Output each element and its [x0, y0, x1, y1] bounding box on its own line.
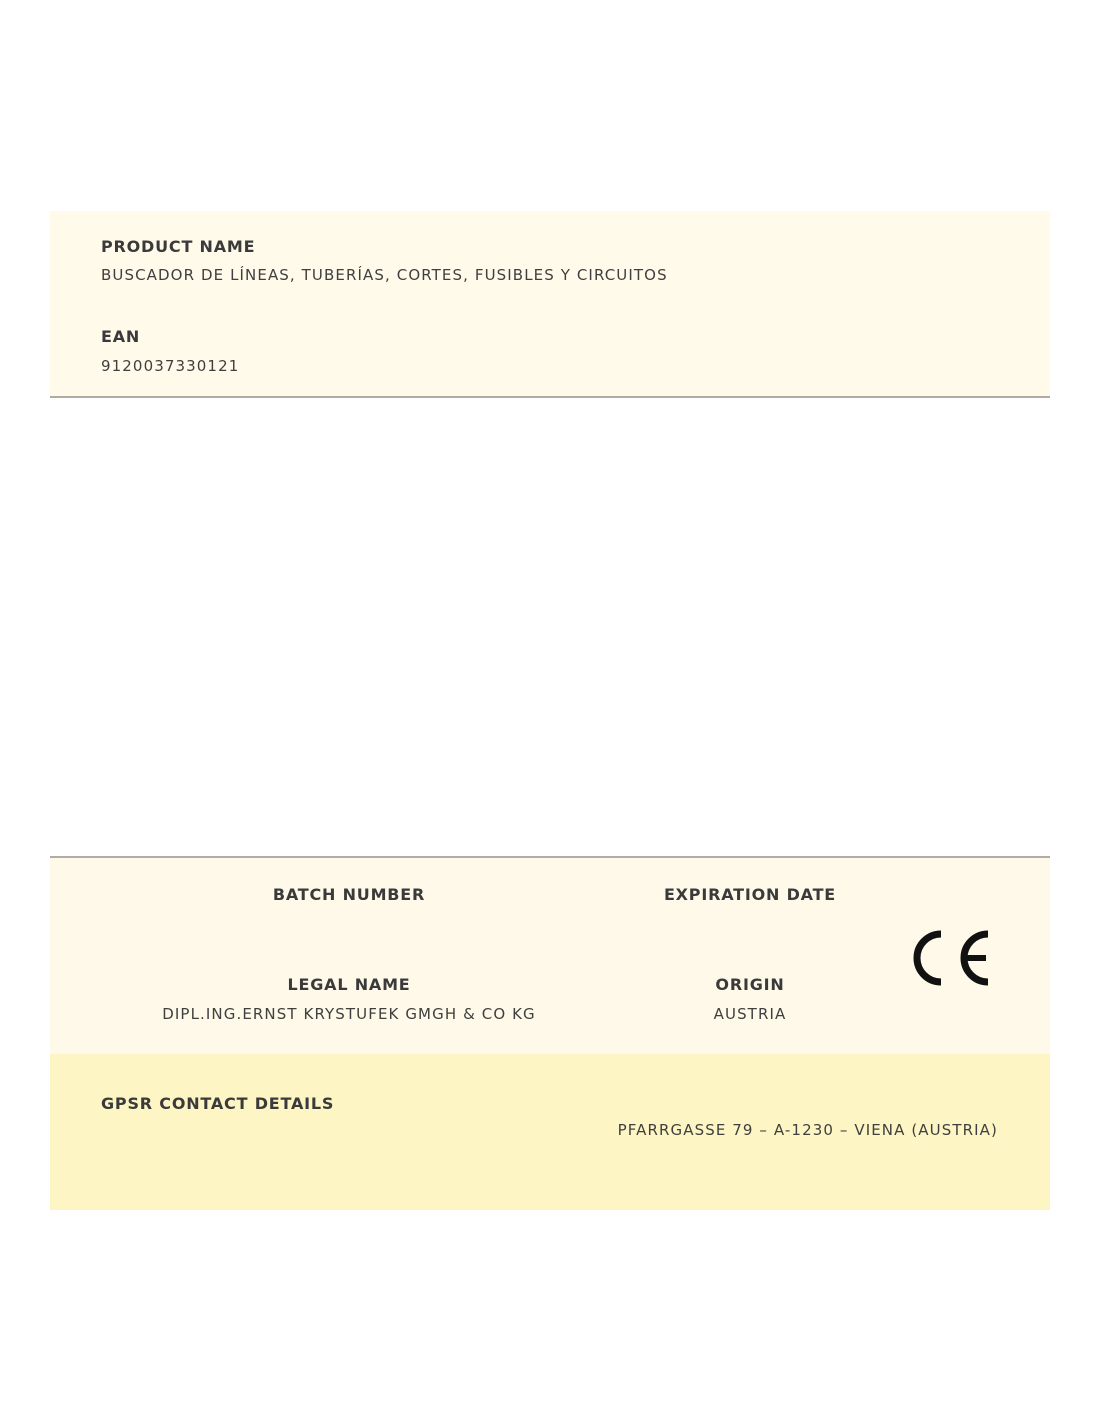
origin-label: ORIGIN [715, 975, 785, 994]
ean-label: EAN [101, 327, 141, 346]
product-name-label: PRODUCT NAME [101, 237, 256, 256]
batch-number-label: BATCH NUMBER [272, 885, 426, 904]
ce-mark-icon [908, 928, 992, 988]
gpsr-contact-panel [50, 1054, 1050, 1210]
legal-name-label: LEGAL NAME [287, 975, 411, 994]
ean-value: 9120037330121 [101, 357, 240, 375]
legal-name-value: DIPL.ING.ERNST KRYSTUFEK GMGH & CO KG [162, 1005, 536, 1023]
origin-value: AUSTRIA [713, 1005, 787, 1023]
expiration-date-label: EXPIRATION DATE [663, 885, 837, 904]
product-info-panel [50, 211, 1050, 398]
product-name-value: BUSCADOR DE LÍNEAS, TUBERÍAS, CORTES, FUSIBLES Y CIRCUITOS [101, 266, 668, 284]
product-details-panel [50, 856, 1050, 1056]
gpsr-contact-label: GPSR CONTACT DETAILS [101, 1094, 335, 1113]
gpsr-address-value: PFARRGASSE 79 – A-1230 – VIENA (AUSTRIA) [617, 1121, 998, 1139]
